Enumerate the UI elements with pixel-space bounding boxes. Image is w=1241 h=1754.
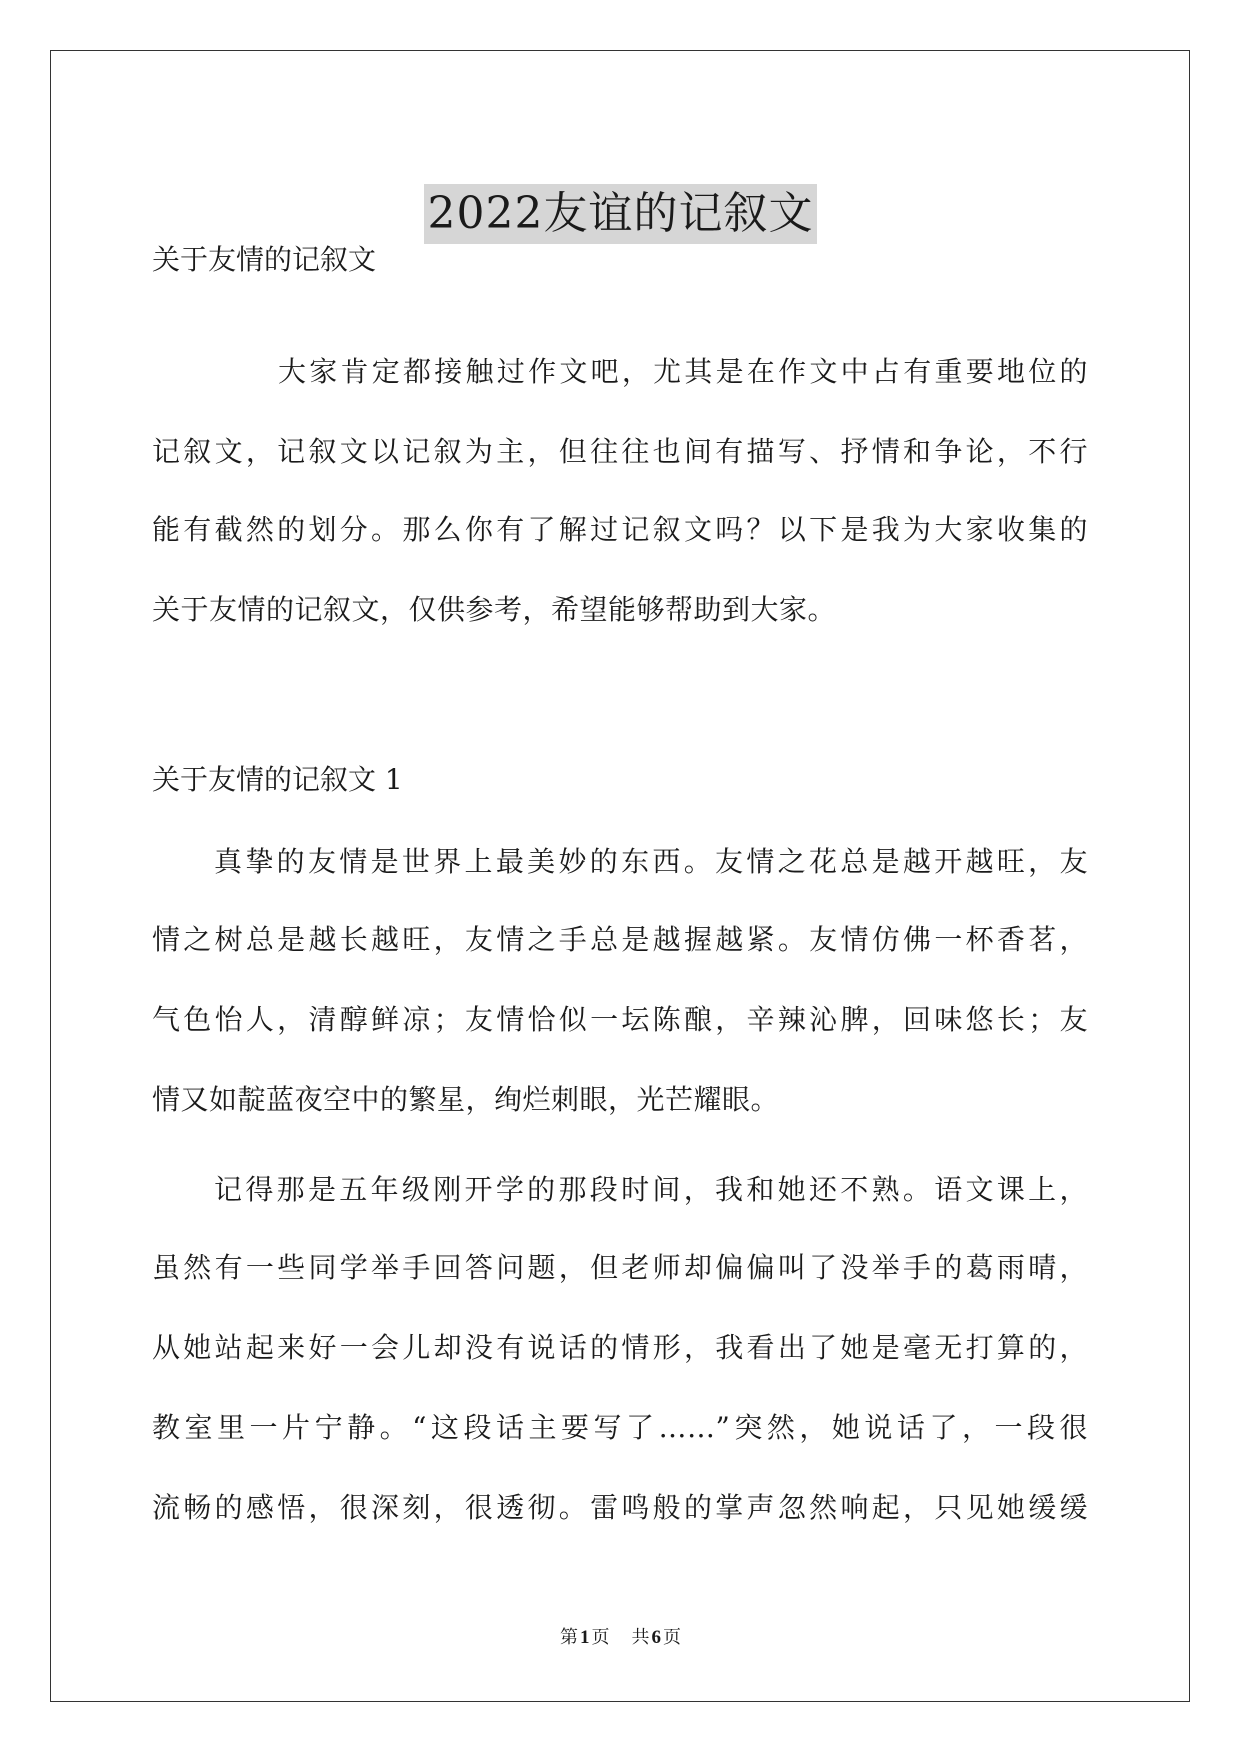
para2-line-4: 教室里一片宁静。“这段话主要写了……”突然，她说话了，一段很 bbox=[152, 1411, 1088, 1444]
para2-line-2: 虽然有一些同学举手回答问题，但老师却偏偏叫了没举手的葛雨晴， bbox=[152, 1251, 1088, 1284]
para2-line-3: 从她站起来好一会儿却没有说话的情形，我看出了她是毫无打算的， bbox=[152, 1331, 1088, 1364]
document-title: 2022友谊的记叙文 bbox=[424, 184, 818, 244]
para1-line-3: 气色怡人，清醇鲜凉；友情恰似一坛陈酿，辛辣沁脾，回味悠长；友 bbox=[152, 1003, 1088, 1036]
footer-page-suffix: 页 bbox=[591, 1627, 610, 1648]
para1-line-4: 情又如靛蓝夜空中的繁星，绚烂刺眼，光芒耀眼。 bbox=[152, 1083, 780, 1116]
intro-line-1: 大家肯定都接触过作文吧，尤其是在作文中占有重要地位的 bbox=[278, 355, 1088, 388]
footer-page-prefix: 第 bbox=[560, 1627, 578, 1648]
para2-line-1: 记得那是五年级刚开学的那段时间，我和她还不熟。语文课上， bbox=[214, 1173, 1088, 1206]
footer-total-pages: 6 bbox=[651, 1627, 661, 1648]
para2-line-5: 流畅的感悟，很深刻，很透彻。雷鸣般的掌声忽然响起，只见她缓缓 bbox=[152, 1491, 1088, 1524]
intro-line-4: 关于友情的记叙文，仅供参考，希望能够帮助到大家。 bbox=[152, 593, 837, 626]
footer-total-suffix: 页 bbox=[663, 1627, 681, 1648]
para1-line-1: 真挚的友情是世界上最美妙的东西。友情之花总是越开越旺，友 bbox=[214, 845, 1088, 878]
para1-line-2: 情之树总是越长越旺，友情之手总是越握越紧。友情仿佛一杯香茗， bbox=[152, 923, 1088, 956]
footer-total-prefix: 共 bbox=[631, 1627, 650, 1648]
page-footer bbox=[0, 1626, 1241, 1650]
subheading-intro: 关于友情的记叙文 bbox=[152, 243, 377, 276]
intro-line-2: 记叙文，记叙文以记叙为主，但往往也间有描写、抒情和争论，不行 bbox=[152, 435, 1088, 468]
intro-line-3: 能有截然的划分。那么你有了解过记叙文吗？以下是我为大家收集的 bbox=[152, 513, 1088, 546]
subheading-1: 关于友情的记叙文 1 bbox=[152, 763, 403, 796]
footer-page-number: 1 bbox=[580, 1627, 590, 1648]
